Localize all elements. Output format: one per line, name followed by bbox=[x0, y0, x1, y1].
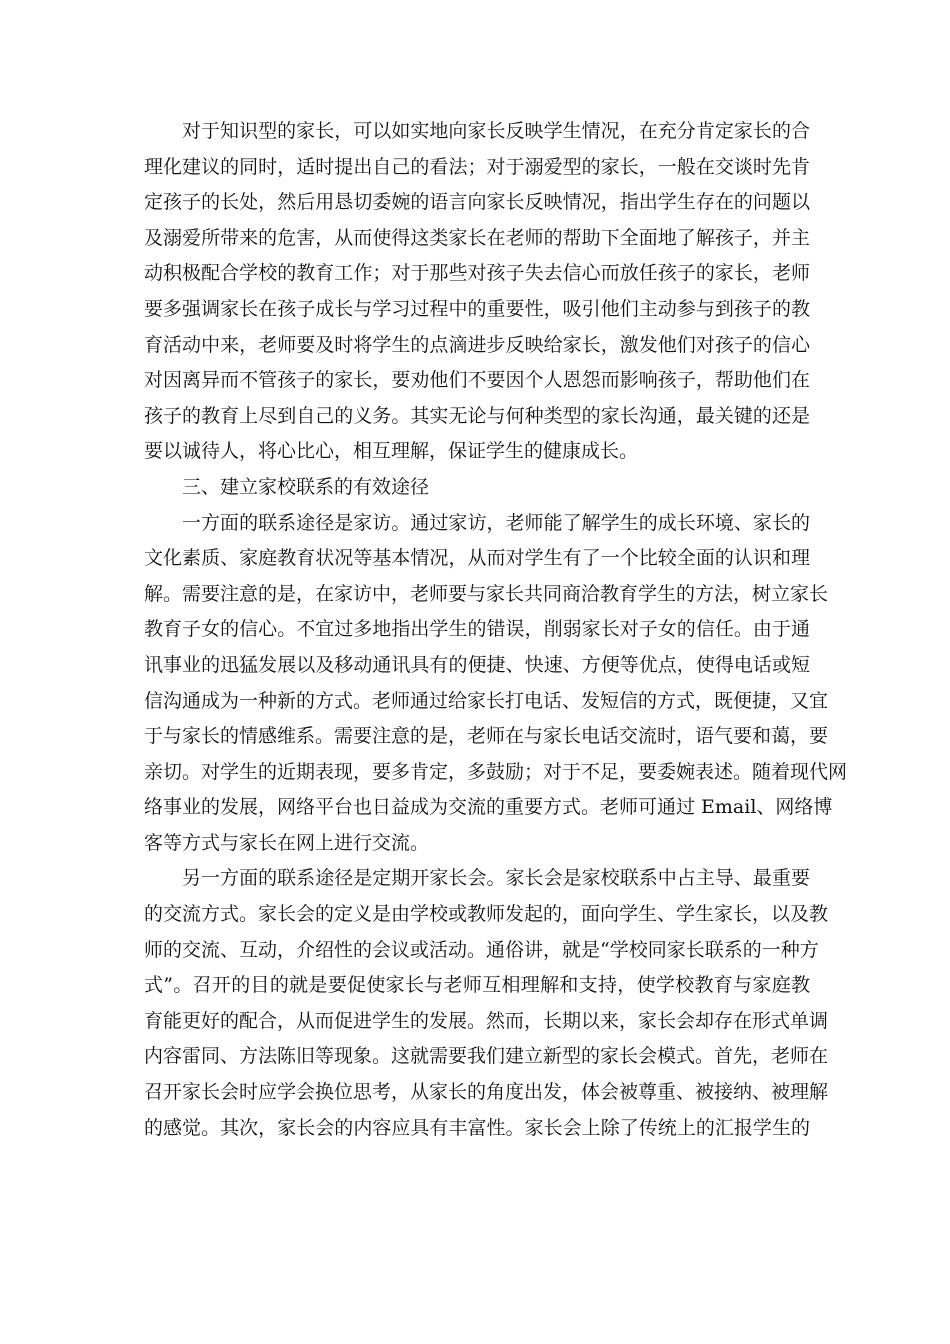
text-line: 另一方面的联系途径是定期开家长会。家长会是家校联系中占主导、最重要 bbox=[182, 867, 810, 890]
text-line: 育活动中来，老师要及时将学生的点滴进步反映给家长，激发他们对孩子的信心 bbox=[144, 333, 810, 356]
paragraph-2 bbox=[144, 506, 848, 862]
text-line: 教育子女的信心。不宜过多地指出学生的错误，削弱家长对子女的信任。由于通 bbox=[144, 618, 810, 641]
text-line: 内容雷同、方法陈旧等现象。这就需要我们建立新型的家长会模式。首先，老师在 bbox=[144, 1045, 829, 1068]
text-line: 解。需要注意的是，在家访中，老师要与家长共同商洽教育学生的方法，树立家长 bbox=[144, 582, 829, 605]
text-line: 一方面的联系途径是家访。通过家访，老师能了解学生的成长环境、家长的 bbox=[182, 511, 810, 534]
section-heading bbox=[144, 470, 810, 506]
text-line: 对因离异而不管孩子的家长，要劝他们不要因个人恩怨而影响孩子，帮助他们在 bbox=[144, 369, 810, 392]
text-line: 动积极配合学校的教育工作；对于那些对孩子失去信心而放任孩子的家长，老师 bbox=[144, 262, 810, 285]
text-line: 育能更好的配合，从而促进学生的发展。然而，长期以来，家长会却存在形式单调 bbox=[144, 1009, 829, 1032]
text-line: 理化建议的同时，适时提出自己的看法；对于溺爱型的家长，一般在交谈时先肯 bbox=[144, 155, 810, 178]
text-line: 文化素质、家庭教育状况等基本情况，从而对学生有了一个比较全面的认识和理 bbox=[144, 547, 810, 570]
paragraph-1 bbox=[144, 114, 810, 470]
text-line: 定孩子的长处，然后用恳切委婉的语言向家长反映情况，指出学生存在的问题以 bbox=[144, 191, 810, 214]
text-line: 信沟通成为一种新的方式。老师通过给家长打电话、发短信的方式，既便捷，又宜 bbox=[144, 689, 829, 712]
text-line: 的交流方式。家长会的定义是由学校或教师发起的，面向学生、学生家长，以及教 bbox=[144, 903, 829, 926]
text-line: 孩子的教育上尽到自己的义务。其实无论与何种类型的家长沟通，最关键的还是 bbox=[144, 404, 810, 427]
document-body bbox=[144, 114, 848, 1146]
text-line: 的感觉。其次，家长会的内容应具有丰富性。家长会上除了传统上的汇报学生的 bbox=[144, 1116, 810, 1139]
text-line: 召开家长会时应学会换位思考，从家长的角度出发，体会被尊重、被接纳、被理解 bbox=[144, 1081, 829, 1104]
text-line: 络事业的发展，网络平台也日益成为交流的重要方式。老师可通过 Email、网络博 bbox=[144, 796, 833, 819]
text-line: 及溺爱所带来的危害，从而使得这类家长在老师的帮助下全面地了解孩子，并主 bbox=[144, 226, 810, 249]
text-line: 要多强调家长在孩子成长与学习过程中的重要性，吸引他们主动参与到孩子的教 bbox=[144, 297, 810, 320]
text-line: 亲切。对学生的近期表现，要多肯定，多鼓励；对于不足，要委婉表述。随着现代网 bbox=[144, 760, 848, 783]
text-line: 式”。召开的目的就是要促使家长与老师互相理解和支持，使学校教育与家庭教 bbox=[144, 974, 810, 997]
paragraph-3 bbox=[144, 861, 829, 1146]
heading-text: 三、建立家校联系的有效途径 bbox=[182, 475, 430, 498]
text-line: 对于知识型的家长，可以如实地向家长反映学生情况，在充分肯定家长的合 bbox=[182, 120, 810, 142]
text-line: 讯事业的迅猛发展以及移动通讯具有的便捷、快速、方便等优点，使得电话或短 bbox=[144, 653, 810, 676]
text-line: 要以诚待人，将心比心，相互理解，保证学生的健康成长。 bbox=[144, 440, 639, 463]
text-line: 师的交流、互动，介绍性的会议或活动。通俗讲，就是“学校同家长联系的一种方 bbox=[144, 938, 819, 961]
text-line: 于与家长的情感维系。需要注意的是，老师在与家长电话交流时，语气要和蔼，要 bbox=[144, 725, 829, 748]
text-line: 客等方式与家长在网上进行交流。 bbox=[144, 831, 430, 854]
